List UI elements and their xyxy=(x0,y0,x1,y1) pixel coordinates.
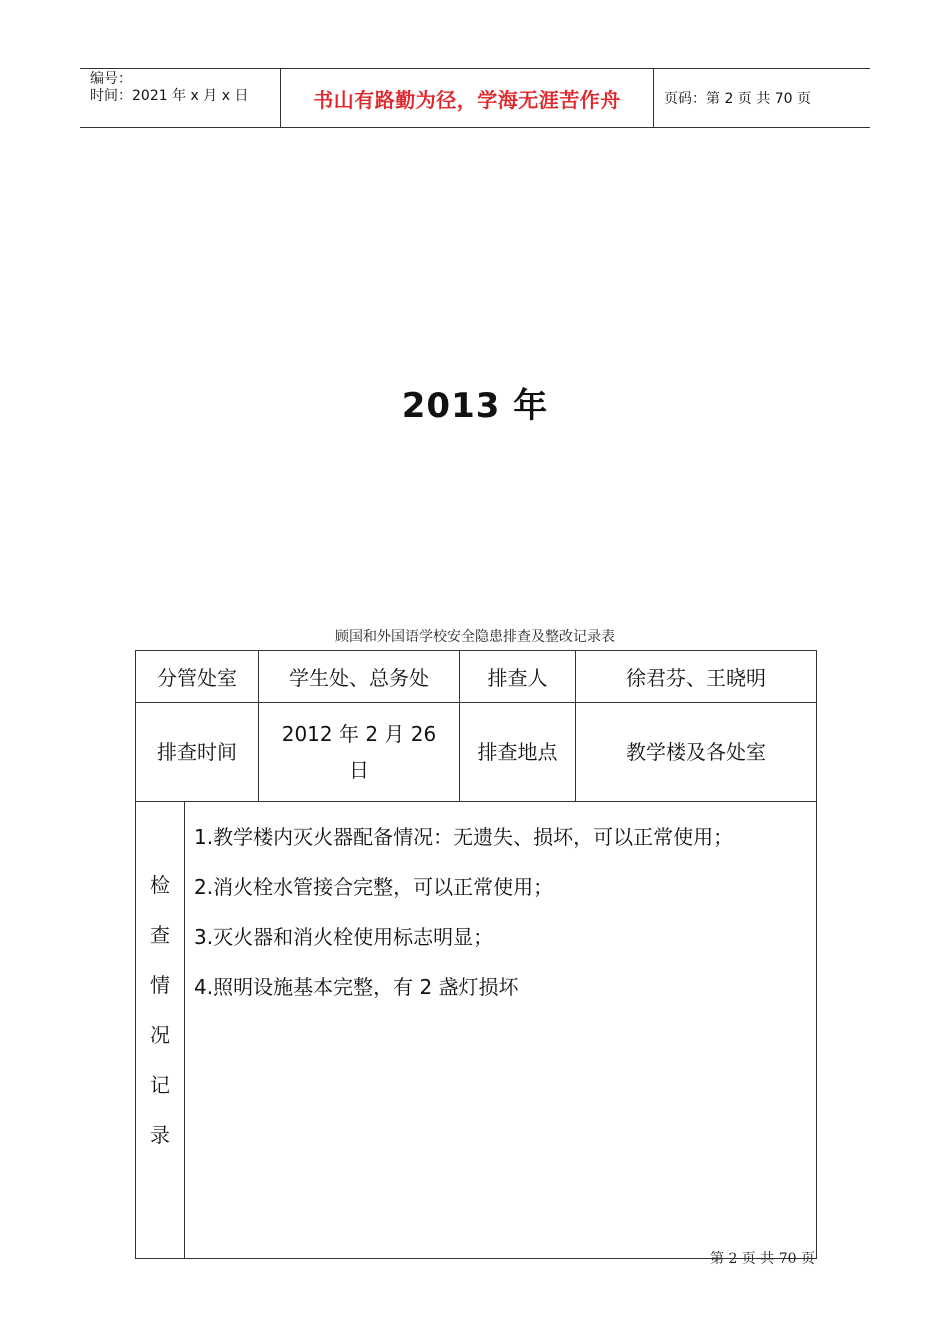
record-item: 1.教学楼内灭火器配备情况：无遗失、损坏，可以正常使用； xyxy=(194,825,734,849)
inspector-label: 排查人 xyxy=(460,651,576,703)
page-header xyxy=(80,68,870,128)
document-number-label: 编号： xyxy=(90,71,132,87)
location-label: 排查地点 xyxy=(460,703,576,802)
header-meta xyxy=(80,69,281,127)
record-label-char: 查 xyxy=(150,923,170,947)
record-item: 3.灭火器和消火栓使用标志明显； xyxy=(194,925,494,949)
time-value-line1: 2012 年 2 月 26 xyxy=(281,722,437,746)
table-row xyxy=(136,703,817,802)
time-value-line2: 日 xyxy=(349,758,369,782)
table-row xyxy=(136,802,817,1259)
record-item: 2.消火栓水管接合完整，可以正常使用； xyxy=(194,875,554,899)
record-item: 4.照明设施基本完整，有 2 盏灯损坏 xyxy=(194,975,519,999)
dept-label: 分管处室 xyxy=(136,651,259,703)
inspection-record-table xyxy=(135,650,817,1259)
location-value: 教学楼及各处室 xyxy=(576,703,817,802)
time-label: 排查时间 xyxy=(136,703,259,802)
record-label-char: 况 xyxy=(150,1023,170,1047)
record-label-char: 检 xyxy=(150,873,170,897)
time-value xyxy=(259,703,460,802)
record-label xyxy=(136,802,185,1259)
record-content xyxy=(185,802,817,1259)
record-label-char: 记 xyxy=(150,1073,170,1097)
header-page-number: 页码：第 2 页 共 70 页 xyxy=(664,91,811,107)
dept-value: 学生处、总务处 xyxy=(259,651,460,703)
table-row xyxy=(136,651,817,703)
document-time: 时间：2021 年 x 月 x 日 xyxy=(90,88,249,104)
record-label-char: 情 xyxy=(150,973,170,997)
record-label-char: 录 xyxy=(150,1123,170,1147)
header-motto: 书山有路勤为径，学海无涯苦作舟 xyxy=(281,69,654,127)
inspector-value: 徐君芬、王晓明 xyxy=(576,651,817,703)
table-caption: 顾国和外国语学校安全隐患排查及整改记录表 xyxy=(335,629,615,645)
year-title: 2013 年 xyxy=(401,386,549,426)
footer-page-number: 第 2 页 共 70 页 xyxy=(710,1251,815,1267)
